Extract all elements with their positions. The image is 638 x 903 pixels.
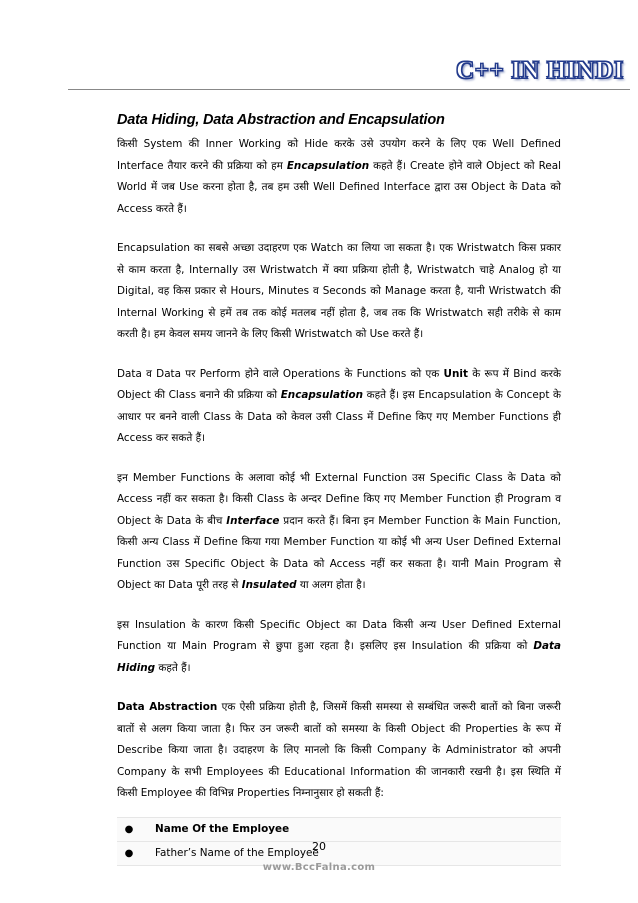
bullet-dot-icon: ● [124,823,134,835]
page-header [68,55,630,90]
paragraph [117,615,561,680]
page-content [117,112,561,866]
paragraphs [117,134,561,805]
paragraph-text: कहते हैं। [155,661,191,674]
paragraph [117,468,561,597]
emphasis-text: Encapsulation [280,389,364,401]
emphasis-text: Unit [443,367,468,380]
list-item [117,818,561,842]
paragraph-text: इस Insulation के कारण किसी Specific Object का Data किसी अन्य User Defined External Function या Main Program से छुपा हुआ रहता है। इसलिए इस Insulation की प्रक्रिया को [117,618,561,652]
paragraph-text: एक ऐसी प्रक्रिया होती है, जिसमें किसी समस्या से सम्बंधित जरूरी बातों को बिना जरूरी बातों से अलग किया जाता है। फिर उन जरूरी बातों को समस्या के किसी Object की Properties के रूप में Describe किया जाता है। उदाहरण के लिए मानलो कि किसी Company के Administrator को अपनी Company के सभी Employees की Educational Information की जानकारी रखनी है। इस स्थिति में किसी Employee की विभिन्न Properties निम्नानुसार हो सकती हैं: [117,701,561,799]
emphasis-text: Data Hiding [117,640,561,674]
header-title: C++ IN HINDI [456,57,624,84]
paragraph [117,697,561,805]
emphasis-text: Insulated [241,579,297,591]
list-item-text: Father’s Name of the Employee [155,847,319,859]
paragraph-text: किसी System की Inner Working को Hide करके उसे उपयोग करने के लिए एक Well Defined Interface तैयार करने की प्रक्रिया को हम [117,138,561,172]
footer-site: www.BccFalna.com [262,862,376,873]
paragraph [117,134,561,220]
paragraph [117,364,561,450]
list-item-text: Name Of the Employee [155,823,290,835]
paragraph-text: के रूप में Bind करके Object की Class बनाने की प्रक्रिया को [117,367,561,401]
paragraph-text: कहते हैं। इस Encapsulation के Concept के आधार पर बनने वाली Class के Data को केवल उसी Class में Define किए गए Member Functions ही Access कर सकते हैं। [117,389,561,444]
paragraph-text: Data व Data पर Perform होने वाले Operations के Functions को एक [117,367,444,380]
section-heading: Data Hiding, Data Abstraction and Encapsulation [117,112,445,128]
emphasis-text: Encapsulation [286,159,370,172]
paragraph-text: या अलग होता है। [296,579,366,591]
bullet-dot-icon: ● [124,847,134,859]
paragraph [117,238,561,346]
paragraph-text: इन Member Functions के अलावा कोई भी External Function उस Specific Class के Data को Access नहीं कर सकता है। किसी Class के अन्दर Define किए गए Member Function ही Program व Object के Data के बीच [117,471,561,527]
emphasis-text: Interface [226,514,280,527]
emphasis-text: Data Abstraction [117,701,218,713]
paragraph-text: प्रदान करते हैं। बिना इन Member Function के Main Function, किसी अन्य Class में Define किया गया Member Function या कोई भी अन्य User Defined External Function उस Specific Object के Data को Access नहीं कर सकता है। यानी Main Program से Object का Data पूरी तरह से [117,514,561,591]
page-number: 20 [312,840,326,853]
paragraph-text: Encapsulation का सबसे अच्छा उदाहरण एक Watch का लिया जा सकता है। एक Wristwatch किस प्रकार से काम करता है, Internally उस Wristwatch में क्या प्रक्रिया होती है, Wristwatch चाहे Analog हो या Digital, वह किस प्रकार से Hours, Minutes व Seconds को Manage करता है, यानी Wristwatch की Internal Working से हमें तब तक कोई मतलब नहीं होता है, जब तक कि Wristwatch सही तरीके से काम करती है। हम केवल समय जानने के लिए किसी Wristwatch को Use करते हैं। [117,242,561,340]
paragraph-text: कहते हैं। Create होने वाले Object को Real World में जब Use करना होता है, तब हम उसी Well Defined Interface द्वारा उस Object के Data को Access करते हैं। [117,159,561,215]
